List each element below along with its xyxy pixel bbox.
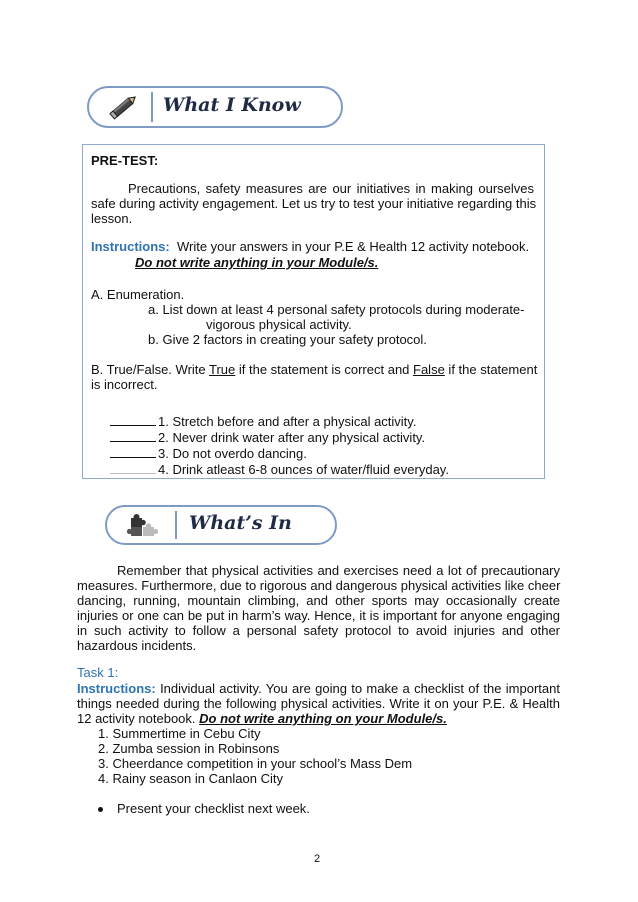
list-item: 1. Summertime in Cebu City — [98, 726, 261, 741]
bullet-icon — [98, 807, 103, 812]
part-b-text-2: if the statement is correct and — [235, 362, 414, 377]
part-b-text-3: if the statement — [444, 362, 538, 377]
tf-item — [110, 462, 449, 477]
what-i-know-title: What I Know — [163, 94, 301, 116]
pretest-heading: PRE-TEST: — [91, 153, 159, 168]
body-paragraph-line-1: Remember that physical activities and exercises need a lot of precautionary — [117, 563, 560, 578]
body-paragraph-line-5: in such activity to follow a personal safety protocol to avoid injuries and other — [77, 623, 560, 638]
pretest-instructions-note: Do not write anything in your Module/s. — [135, 255, 379, 270]
task-label: Task 1: — [77, 665, 119, 680]
pretest-intro-line-1: Precautions, safety measures are our initiatives in making ourselves — [128, 181, 534, 196]
bullet-text: Present your checklist next week. — [117, 801, 310, 816]
part-a-item-a-cont: vigorous physical activity. — [206, 317, 352, 332]
task-instructions-line-2: things needed during the following physical activities. Write it on your P.E. & Health — [77, 696, 560, 711]
tf-item-text: 3. Do not overdo dancing. — [158, 446, 307, 461]
pretest-intro-line-2: safe during activity engagement. Let us try to test your initiative regarding this — [91, 196, 537, 211]
part-a-heading: A. Enumeration. — [91, 287, 185, 302]
task-instructions-note: Do not write anything on your Module/s. — [199, 711, 447, 726]
answer-blank[interactable] — [110, 414, 156, 426]
instructions-label: Instructions: — [91, 239, 170, 254]
puzzle-icon — [127, 512, 161, 540]
tf-item — [110, 446, 307, 461]
instructions-text: Write your answers in your P.E & Health 12 activity notebook. — [176, 239, 530, 254]
true-word: True — [209, 362, 236, 377]
list-item: 2. Zumba session in Robinsons — [98, 741, 280, 756]
tf-item — [110, 430, 425, 445]
whats-in-title: What’s In — [189, 512, 292, 534]
answer-blank[interactable] — [110, 430, 156, 442]
body-paragraph-line-4: injuries or one can be put in harm’s way. Hence, it is important for anyone engaging — [77, 608, 560, 623]
part-b-line-2: is incorrect. — [91, 377, 158, 392]
tf-item-text: 1. Stretch before and after a physical activity. — [158, 414, 417, 429]
body-paragraph-line-3: dancing, running, mountain climbing, and other sports may occasionally create — [77, 593, 560, 608]
answer-blank[interactable] — [110, 462, 156, 474]
task-instructions-line-1 — [77, 681, 560, 696]
whats-in-header — [105, 505, 337, 545]
page-number: 2 — [314, 853, 321, 865]
bullet-item — [98, 801, 310, 816]
list-item: 4. Rainy season in Canlaon City — [98, 771, 283, 786]
pretest-instructions — [91, 239, 529, 254]
pretest-intro-line-3: lesson. — [91, 211, 133, 226]
task-instructions-line-3 — [77, 711, 447, 726]
answer-blank[interactable] — [110, 446, 156, 458]
task-instructions-label: Instructions: — [77, 681, 156, 696]
part-b-text-1: B. True/False. Write — [91, 362, 210, 377]
part-b-line-1 — [91, 362, 537, 377]
tf-item-text: 4. Drink atleast 6-8 ounces of water/fluid everyday. — [158, 462, 449, 477]
what-i-know-header — [87, 86, 343, 128]
part-a-item-a: a. List down at least 4 personal safety protocols during moderate- — [148, 302, 525, 317]
part-a-item-b: b. Give 2 factors in creating your safety protocol. — [148, 332, 427, 347]
body-paragraph-line-2: measures. Furthermore, due to rigorous and dangerous physical activities like cheer — [77, 578, 561, 593]
list-item: 3. Cheerdance competition in your school’s Mass Dem — [98, 756, 413, 771]
false-word: False — [413, 362, 445, 377]
tf-item — [110, 414, 416, 429]
pencil-icon — [107, 92, 141, 122]
tf-item-text: 2. Never drink water after any physical activity. — [158, 430, 426, 445]
task-instructions-text-3: 12 activity notebook. — [77, 711, 200, 726]
body-paragraph-line-6: hazardous incidents. — [77, 638, 197, 653]
task-instructions-text: Individual activity. You are going to make a checklist of the important — [160, 681, 560, 696]
